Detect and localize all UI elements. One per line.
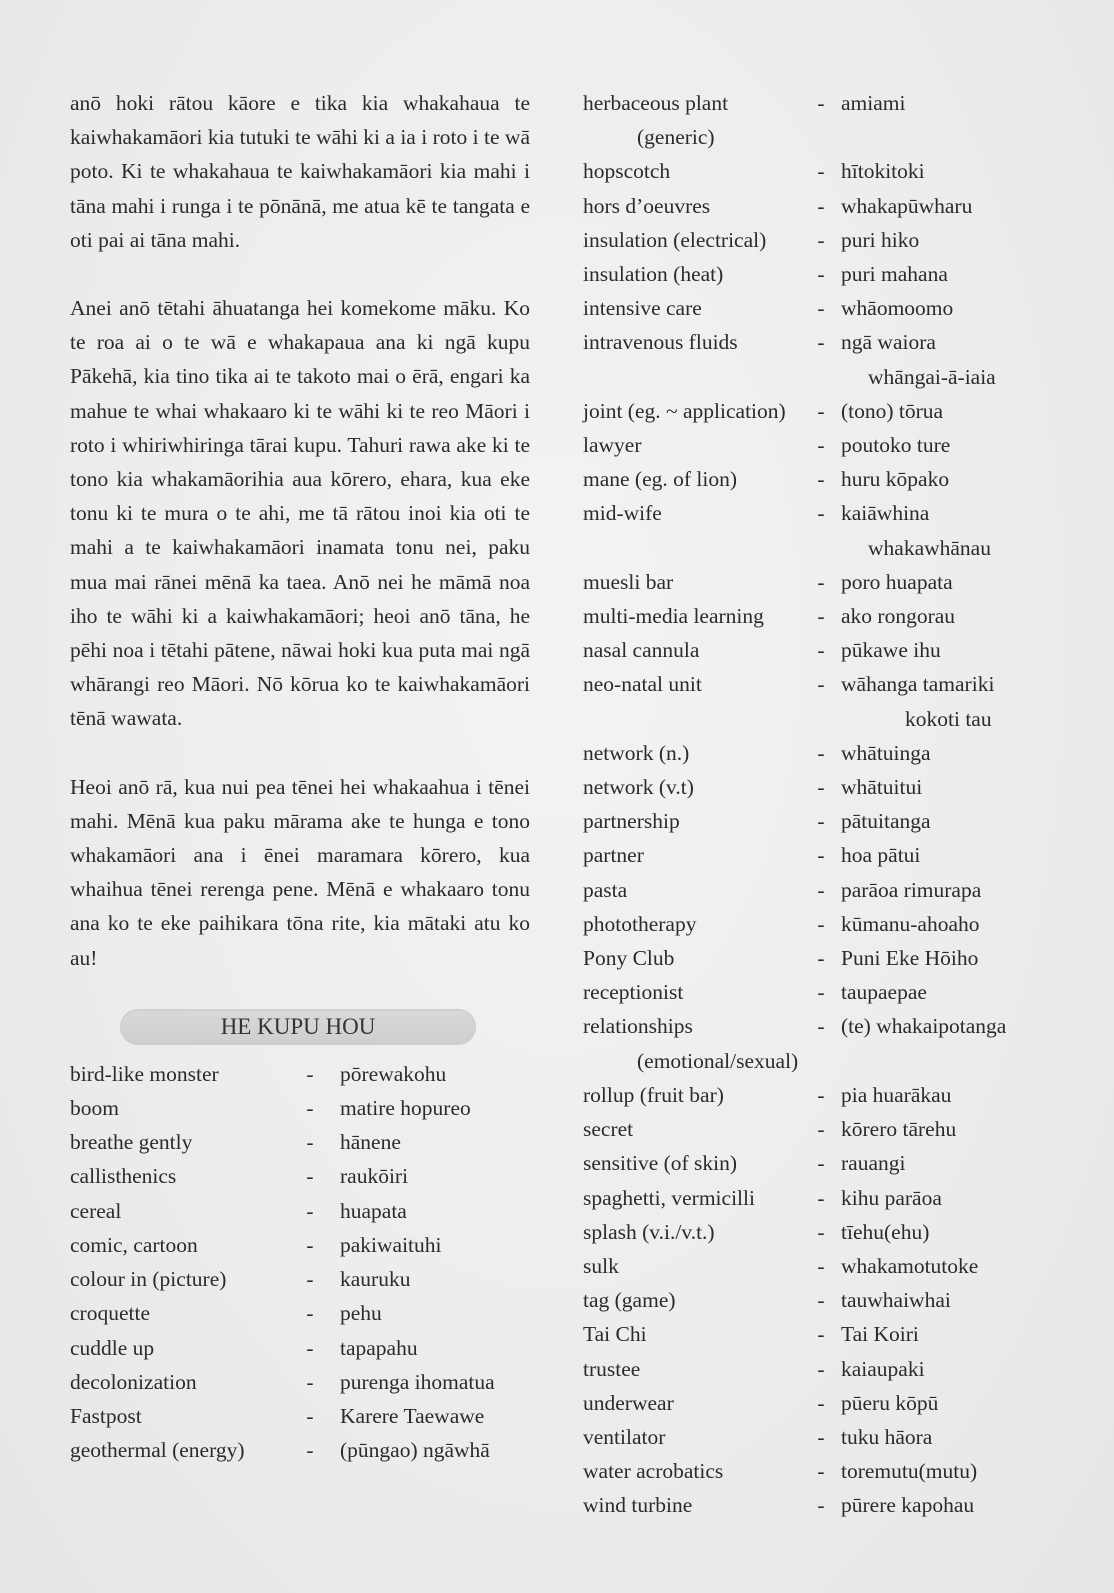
glossary-entry bbox=[583, 1009, 1063, 1043]
glossary-entry bbox=[70, 1228, 530, 1262]
glossary-entry bbox=[70, 1262, 530, 1296]
glossary-entry bbox=[583, 1454, 1063, 1488]
maori-term: taupaepae bbox=[841, 980, 927, 1005]
maori-term: pūrere kapohau bbox=[841, 1493, 975, 1518]
maori-term: kihu parāoa bbox=[841, 1185, 942, 1210]
maori-term: Tai Koiri bbox=[841, 1322, 919, 1347]
glossary-entry bbox=[583, 1283, 1063, 1317]
english-term: joint (eg. ~ application) bbox=[583, 398, 786, 423]
glossary-entry bbox=[583, 907, 1063, 941]
english-term: cereal bbox=[70, 1198, 122, 1223]
separator-dash: - bbox=[306, 1335, 314, 1360]
separator-dash: - bbox=[817, 1185, 825, 1210]
separator-dash: - bbox=[817, 227, 825, 252]
english-term-continuation: (emotional/sexual) bbox=[637, 1048, 799, 1073]
english-term: hopscotch bbox=[583, 159, 671, 184]
maori-term: hītokitoki bbox=[841, 159, 925, 184]
maori-term: tīehu(ehu) bbox=[841, 1219, 930, 1244]
maori-term: purenga ihomatua bbox=[340, 1369, 495, 1394]
separator-dash: - bbox=[306, 1096, 314, 1121]
maori-term: Puni Eke Hōiho bbox=[841, 946, 979, 971]
glossary-entry bbox=[70, 1433, 530, 1467]
maori-term: whātuinga bbox=[841, 740, 931, 765]
glossary-entry bbox=[583, 770, 1063, 804]
glossary-entry bbox=[583, 1249, 1063, 1283]
maori-term: tapapahu bbox=[340, 1335, 418, 1360]
english-term: neo-natal unit bbox=[583, 672, 702, 697]
english-term: herbaceous plant bbox=[583, 91, 729, 115]
english-term: partnership bbox=[583, 809, 680, 834]
glossary-entry bbox=[583, 257, 1063, 291]
english-term: geothermal (energy) bbox=[70, 1438, 245, 1463]
glossary-entry bbox=[583, 1112, 1063, 1146]
maori-term: hānene bbox=[340, 1130, 401, 1155]
separator-dash: - bbox=[817, 91, 825, 115]
english-term: mane (eg. of lion) bbox=[583, 467, 738, 492]
maori-term: ngā waiora bbox=[841, 330, 936, 355]
maori-term: puri hiko bbox=[841, 227, 920, 252]
english-term: phototherapy bbox=[583, 911, 697, 936]
english-term: water acrobatics bbox=[583, 1459, 724, 1484]
maori-term: pūeru kōpū bbox=[841, 1390, 939, 1415]
glossary-entry bbox=[583, 394, 1063, 428]
glossary-entry bbox=[583, 838, 1063, 872]
english-term: trustee bbox=[583, 1356, 641, 1381]
english-term: Pony Club bbox=[583, 946, 675, 971]
separator-dash: - bbox=[817, 1459, 825, 1484]
glossary-entry bbox=[583, 223, 1063, 257]
glossary-entry bbox=[583, 291, 1063, 325]
section-heading: HE KUPU HOU bbox=[120, 1009, 476, 1045]
english-term: receptionist bbox=[583, 980, 684, 1005]
maori-term-continuation: whakawhānau bbox=[868, 535, 991, 560]
maori-term: whātuitui bbox=[841, 775, 923, 800]
separator-dash: - bbox=[306, 1403, 314, 1428]
glossary-entry bbox=[583, 496, 1063, 530]
glossary-entry bbox=[70, 1125, 530, 1159]
english-term: hors d’oeuvres bbox=[583, 193, 711, 218]
english-term: secret bbox=[583, 1117, 634, 1142]
maori-term: rauangi bbox=[841, 1151, 906, 1176]
english-term: callisthenics bbox=[70, 1164, 177, 1189]
glossary-right bbox=[583, 86, 1063, 1523]
glossary-entry bbox=[583, 565, 1063, 599]
maori-term: (te) whakaipotanga bbox=[841, 1014, 1007, 1039]
left-column bbox=[70, 86, 530, 1467]
english-term: wind turbine bbox=[583, 1493, 693, 1518]
separator-dash: - bbox=[817, 911, 825, 936]
separator-dash: - bbox=[817, 159, 825, 184]
glossary-entry bbox=[583, 189, 1063, 223]
maori-term: pōrewakohu bbox=[340, 1061, 447, 1086]
english-term: cuddle up bbox=[70, 1335, 155, 1360]
english-term: breathe gently bbox=[70, 1130, 193, 1155]
english-term: Tai Chi bbox=[583, 1322, 647, 1347]
separator-dash: - bbox=[817, 1014, 825, 1039]
separator-dash: - bbox=[817, 296, 825, 321]
glossary-entry bbox=[583, 941, 1063, 975]
maori-term: amiami bbox=[841, 91, 906, 115]
english-term: boom bbox=[70, 1096, 119, 1121]
separator-dash: - bbox=[817, 330, 825, 355]
glossary-entry bbox=[70, 1296, 530, 1330]
separator-dash: - bbox=[817, 569, 825, 594]
maori-term: matire hopureo bbox=[340, 1096, 471, 1121]
maori-term-continuation: kokoti tau bbox=[905, 706, 992, 731]
english-term: underwear bbox=[583, 1390, 674, 1415]
glossary-entry bbox=[583, 873, 1063, 907]
separator-dash: - bbox=[306, 1301, 314, 1326]
glossary-entry bbox=[70, 1194, 530, 1228]
glossary-entry bbox=[583, 1352, 1063, 1386]
english-term: croquette bbox=[70, 1301, 150, 1326]
maori-term: whāomoomo bbox=[841, 296, 954, 321]
glossary-entry bbox=[583, 154, 1063, 188]
maori-term: (tono) tōrua bbox=[841, 398, 944, 423]
separator-dash: - bbox=[817, 433, 825, 458]
separator-dash: - bbox=[817, 1253, 825, 1278]
english-term: relationships bbox=[583, 1014, 693, 1039]
separator-dash: - bbox=[306, 1438, 314, 1463]
glossary-entry bbox=[583, 1078, 1063, 1112]
english-term: intensive care bbox=[583, 296, 702, 321]
separator-dash: - bbox=[817, 740, 825, 765]
separator-dash: - bbox=[817, 638, 825, 663]
separator-dash: - bbox=[817, 1117, 825, 1142]
glossary-entry bbox=[583, 428, 1063, 462]
english-term-continuation: (generic) bbox=[637, 125, 715, 150]
separator-dash: - bbox=[817, 501, 825, 526]
maori-term: tauwhaiwhai bbox=[841, 1288, 951, 1313]
maori-term: pūkawe ihu bbox=[841, 638, 941, 663]
maori-term: kōrero tārehu bbox=[841, 1117, 957, 1142]
maori-term: pakiwaituhi bbox=[340, 1232, 442, 1257]
separator-dash: - bbox=[817, 1322, 825, 1347]
right-column bbox=[583, 86, 1063, 1523]
maori-term: wāhanga tamariki bbox=[841, 672, 995, 697]
separator-dash: - bbox=[817, 193, 825, 218]
separator-dash: - bbox=[306, 1369, 314, 1394]
english-term: tag (game) bbox=[583, 1288, 676, 1313]
separator-dash: - bbox=[817, 1288, 825, 1313]
english-term: network (v.t) bbox=[583, 775, 694, 800]
glossary-entry bbox=[583, 736, 1063, 770]
separator-dash: - bbox=[817, 946, 825, 971]
glossary-entry bbox=[583, 1317, 1063, 1351]
maori-term: parāoa rimurapa bbox=[841, 877, 982, 902]
english-term: nasal cannula bbox=[583, 638, 700, 663]
glossary-entry bbox=[583, 1181, 1063, 1215]
glossary-left bbox=[70, 1057, 530, 1467]
english-term: rollup (fruit bar) bbox=[583, 1082, 724, 1107]
glossary-entry bbox=[583, 804, 1063, 838]
maori-term: (pūngao) ngāwhā bbox=[340, 1438, 490, 1463]
maori-term: kaiaupaki bbox=[841, 1356, 925, 1381]
maori-term: pia huarākau bbox=[841, 1082, 952, 1107]
glossary-entry bbox=[583, 1488, 1063, 1522]
maori-term: Karere Taewawe bbox=[340, 1403, 485, 1428]
glossary-entry bbox=[70, 1365, 530, 1399]
english-term: insulation (heat) bbox=[583, 262, 724, 287]
maori-term: poro huapata bbox=[841, 569, 953, 594]
glossary-entry bbox=[583, 1386, 1063, 1420]
english-term: colour in (picture) bbox=[70, 1267, 227, 1292]
maori-term: whakapūwharu bbox=[841, 193, 973, 218]
english-term: Fastpost bbox=[70, 1403, 142, 1428]
maori-term: kūmanu-ahoaho bbox=[841, 911, 980, 936]
glossary-entry bbox=[70, 1331, 530, 1365]
paragraph-2: Anei anō tētahi āhuatanga hei komekome māku. Ko te roa ai o te wā e whakapaua ana ki ngā kupu Pākehā, kia tino tika ai te takoto mai o ērā, engari ka mahue te whai whakaaro ki te wāhi ki te reo Māori i roto i whiriwhiringa tārai kupu. Tahuri rawa ake ki te tono kia whakamāorihia aua kōrero, ehara, kua eke tonu ki te mura o te ahi, me tā rātou inoi kia oti te mahi a te kaiwhakamāori inamata tonu nei, paku mua mai rānei mēnā ka taea. Anō nei he māmā noa iho te wāhi ki a kaiwhakamāori; heoi anō tāna, he pēhi noa i tētahi pātene, nāwai hoki kua puta mai ngā whārangi reo Māori. Nō kōrua ko te kaiwhakamāori tēnā wawata. bbox=[70, 296, 530, 731]
glossary-entry bbox=[583, 462, 1063, 496]
separator-dash: - bbox=[817, 877, 825, 902]
separator-dash: - bbox=[817, 809, 825, 834]
english-term: pasta bbox=[583, 877, 628, 902]
maori-term: huru kōpako bbox=[841, 467, 950, 492]
glossary-entry bbox=[583, 667, 1063, 701]
glossary-entry bbox=[583, 599, 1063, 633]
glossary-entry bbox=[583, 975, 1063, 1009]
english-term: muesli bar bbox=[583, 569, 674, 594]
glossary-entry bbox=[583, 86, 1063, 120]
english-term: lawyer bbox=[583, 433, 642, 458]
english-term: sulk bbox=[583, 1253, 619, 1278]
english-term: bird-like monster bbox=[70, 1061, 219, 1086]
separator-dash: - bbox=[817, 398, 825, 423]
glossary-entry bbox=[583, 1146, 1063, 1180]
english-term: insulation (electrical) bbox=[583, 227, 767, 252]
separator-dash: - bbox=[817, 672, 825, 697]
maori-term: huapata bbox=[340, 1198, 407, 1223]
paragraph-1: anō hoki rātou kāore e tika kia whakahaua te kaiwhakamāori kia tutuki te wāhi ki a ia i roto i te wā poto. Ki te whakahaua te kaiwhakamāori kia mahi i tāna mahi i runga i te pōnānā, me atua kē te tangata e oti pai ai tāna mahi. bbox=[70, 91, 530, 252]
glossary-entry bbox=[583, 325, 1063, 359]
maori-term: toremutu(mutu) bbox=[841, 1459, 978, 1484]
separator-dash: - bbox=[817, 1424, 825, 1449]
glossary-entry bbox=[583, 633, 1063, 667]
separator-dash: - bbox=[817, 1082, 825, 1107]
english-term: spaghetti, vermicilli bbox=[583, 1185, 755, 1210]
maori-term: puri mahana bbox=[841, 262, 948, 287]
english-term: network (n.) bbox=[583, 740, 690, 765]
maori-term: raukōiri bbox=[340, 1164, 409, 1189]
english-term: ventilator bbox=[583, 1424, 666, 1449]
maori-term: pātuitanga bbox=[841, 809, 931, 834]
maori-term: kaiāwhina bbox=[841, 501, 930, 526]
glossary-entry bbox=[70, 1399, 530, 1433]
maori-term: tuku hāora bbox=[841, 1424, 933, 1449]
separator-dash: - bbox=[306, 1164, 314, 1189]
separator-dash: - bbox=[306, 1130, 314, 1155]
separator-dash: - bbox=[306, 1061, 314, 1086]
maori-term: whakamotutoke bbox=[841, 1253, 979, 1278]
english-term: mid-wife bbox=[583, 501, 662, 526]
maori-term: hoa pātui bbox=[841, 843, 921, 868]
separator-dash: - bbox=[817, 775, 825, 800]
separator-dash: - bbox=[817, 1390, 825, 1415]
separator-dash: - bbox=[817, 467, 825, 492]
glossary-entry bbox=[70, 1091, 530, 1125]
glossary-entry bbox=[583, 1215, 1063, 1249]
english-term: sensitive (of skin) bbox=[583, 1151, 738, 1176]
paragraph-3: Heoi anō rā, kua nui pea tēnei hei whakaahua i tēnei mahi. Mēnā kua paku mārama ake te hunga e tono whakamāori ana i ēnei maramara kōrero, kua whaihua tēnei rerenga pene. Mēnā e whakaaro tonu ana ko te eke paihikara tōna rite, kia mātaki atu ko au! bbox=[70, 774, 530, 970]
separator-dash: - bbox=[817, 604, 825, 629]
separator-dash: - bbox=[817, 1219, 825, 1244]
english-term: splash (v.i./v.t.) bbox=[583, 1219, 715, 1244]
english-term: multi-media learning bbox=[583, 604, 764, 629]
glossary-entry bbox=[583, 1420, 1063, 1454]
english-term: decolonization bbox=[70, 1369, 197, 1394]
maori-term-continuation: whāngai-ā-iaia bbox=[868, 364, 996, 389]
separator-dash: - bbox=[306, 1198, 314, 1223]
separator-dash: - bbox=[817, 980, 825, 1005]
maori-term: kauruku bbox=[340, 1267, 411, 1292]
glossary-entry bbox=[70, 1159, 530, 1193]
glossary-entry bbox=[70, 1057, 530, 1091]
separator-dash: - bbox=[306, 1267, 314, 1292]
english-term: partner bbox=[583, 843, 644, 868]
separator-dash: - bbox=[817, 1493, 825, 1518]
maori-term: ako rongorau bbox=[841, 604, 956, 629]
separator-dash: - bbox=[817, 843, 825, 868]
maori-term: pehu bbox=[340, 1301, 382, 1326]
english-term: intravenous fluids bbox=[583, 330, 738, 355]
english-term: comic, cartoon bbox=[70, 1232, 198, 1257]
separator-dash: - bbox=[817, 1356, 825, 1381]
separator-dash: - bbox=[817, 1151, 825, 1176]
maori-term: poutoko ture bbox=[841, 433, 951, 458]
separator-dash: - bbox=[817, 262, 825, 287]
separator-dash: - bbox=[306, 1232, 314, 1257]
